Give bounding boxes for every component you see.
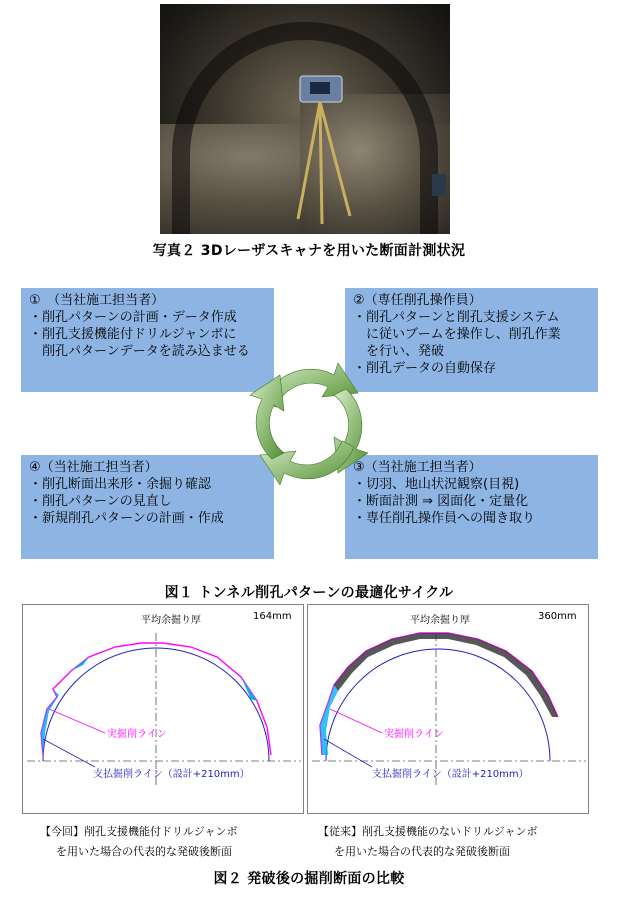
cycle-box-2-line: に従いブームを操作し、削孔作業	[353, 327, 561, 342]
panel-footnote-conventional	[318, 822, 538, 862]
section-panel-conventional	[307, 604, 589, 814]
footnote-line: を用いた場合の代表的な発破後断面	[56, 845, 232, 858]
footnote-line: を用いた場合の代表的な発破後断面	[334, 845, 510, 858]
cycle-box-2-line: ・削孔パターンと削孔支援システム	[353, 310, 560, 325]
cycle-box-1-line: ・削孔パターンの計画・データ作成	[29, 310, 237, 325]
laser-scanner-on-tripod	[160, 4, 450, 234]
cycle-box-1-line: 削孔パターンデータを読み込ませる	[29, 344, 250, 359]
cycle-box-2-line: を行い、発破	[353, 344, 445, 359]
footnote-line: 【今回】削孔支援機能付ドリルジャンボ	[40, 825, 238, 838]
footnote-line: 【従来】削孔支援機能のないドリルジャンボ	[318, 825, 538, 838]
pay-excavation-line-label: 支払掘削ライン（設計+210mm）	[93, 769, 250, 780]
avg-overbreak-label: 平均余掘り厚	[141, 615, 201, 626]
section-panel-current	[22, 604, 304, 814]
cycle-box-4-line: ・削孔パターンの見直し	[29, 494, 172, 509]
avg-overbreak-value: 164mm	[253, 611, 292, 622]
actual-excavation-line-label: 実掘削ライン	[107, 729, 167, 740]
cycle-box-1-line: ・削孔支援機能付ドリルジャンボに	[29, 327, 237, 342]
cycle-box-3-line: ・断面計測 ⇒ 図面化・定量化	[353, 494, 529, 509]
actual-excavation-line-label: 実掘削ライン	[384, 729, 444, 740]
cycle-box-3-title: ③（当社施工担当者）	[353, 460, 482, 475]
photo-caption: 写真２ 3Dレーザスキャナを用いた断面計測状況	[152, 243, 466, 259]
cycle-box-1-title: ① （当社施工担当者）	[29, 293, 165, 308]
section-drawing-conventional	[308, 605, 590, 815]
tunnel-scanner-photo	[160, 4, 450, 234]
cycle-caption: 図１ トンネル削孔パターンの最適化サイクル	[164, 585, 454, 601]
cycle-box-4-line: ・削孔断面出来形・余掘り確認	[29, 477, 212, 492]
cycle-box-2-title: ②（専任削孔操作員）	[353, 293, 482, 308]
section-drawing-current	[23, 605, 305, 815]
cycle-box-3-line: ・切羽、地山状況観察(目視)	[353, 477, 520, 492]
avg-overbreak-value: 360mm	[538, 611, 577, 622]
pay-excavation-line-label: 支払掘削ライン（設計+210mm）	[372, 769, 529, 780]
cycle-box-3-line: ・専任削孔操作員への聞き取り	[353, 511, 536, 526]
cycle-box-4-line: ・新規削孔パターンの計画・作成	[29, 511, 224, 526]
avg-overbreak-label: 平均余掘り厚	[410, 615, 470, 626]
cycle-box-2-line: ・削孔データの自動保存	[353, 361, 497, 376]
panel-footnote-current	[40, 822, 238, 862]
comparison-caption: 図２ 発破後の掘削断面の比較	[213, 871, 405, 887]
cycle-box-4-title: ④（当社施工担当者）	[29, 460, 158, 475]
cycle-arrows-icon	[234, 349, 384, 499]
